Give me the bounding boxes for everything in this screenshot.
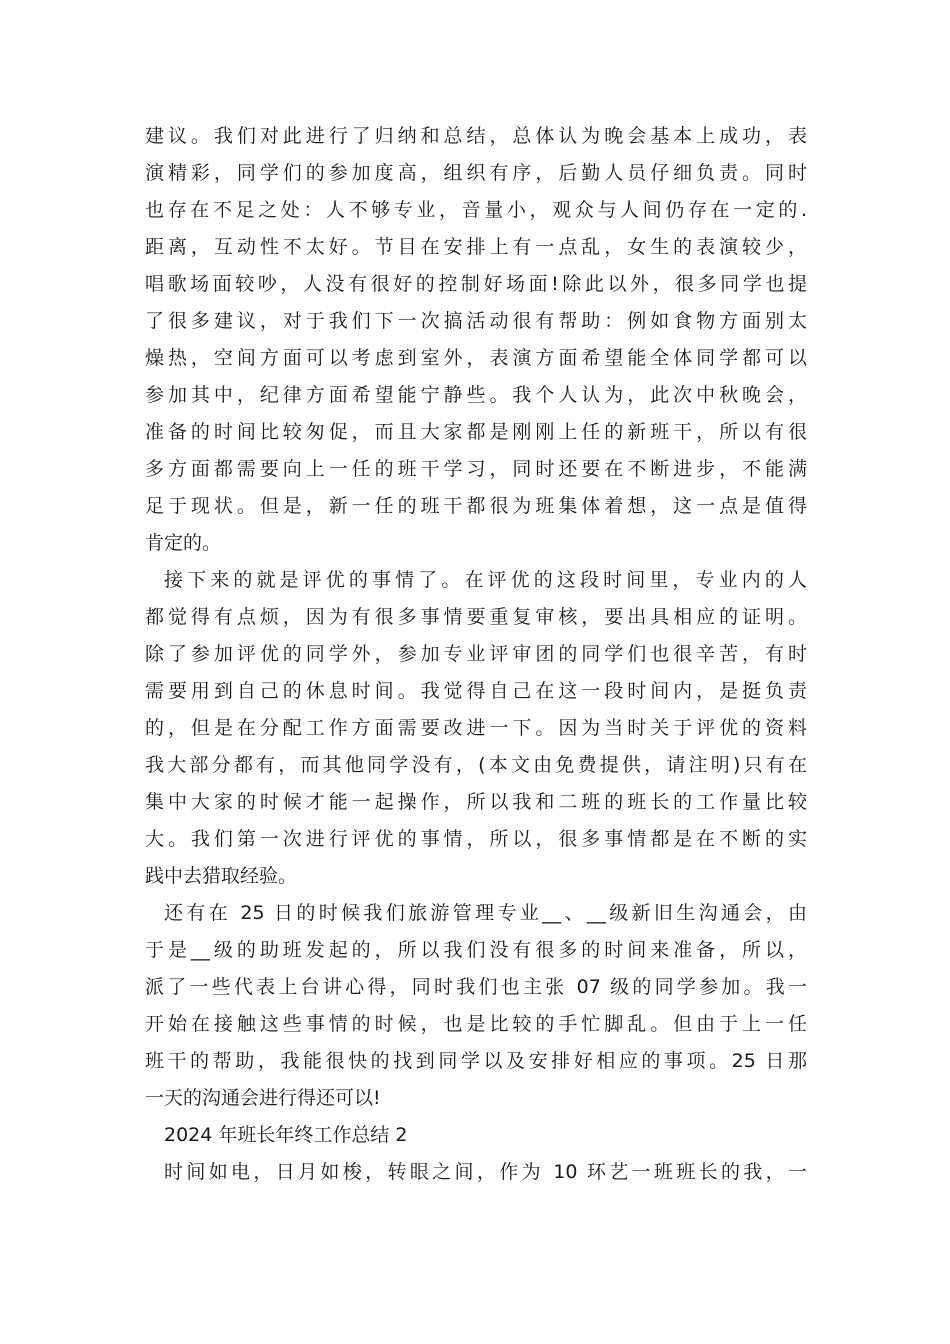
text-line: 也存在不足之处：人不够专业，音量小，观众与人间仍存在一定的. [145, 199, 807, 221]
text-line: 燥热，空间方面可以考虑到室外，表演方面希望能全体同学都可以 [145, 347, 807, 369]
text-line: 开始在接触这些事情的时候，也是比较的手忙脚乱。但由于上一任 [145, 1013, 807, 1035]
text-line: 除了参加评优的同学外，参加专业评审团的同学们也很辛苦，有时 [145, 643, 807, 665]
text-line: 大。我们第一次进行评优的事情，所以，很多事情都是在不断的实 [145, 828, 807, 850]
text-line: 集中大家的时候才能一起操作，所以我和二班的班长的工作量比较 [145, 791, 807, 813]
text-line: 践中去猎取经验。 [145, 865, 298, 887]
section-heading-text: 2024 年班长年终工作总结 2 [164, 1124, 408, 1146]
document-body [145, 118, 807, 1191]
paragraph-2 [145, 562, 807, 895]
text-line: 还有在 25 日的时候我们旅游管理专业__、__级新旧生沟通会，由 [164, 902, 807, 924]
text-line: 演精彩，同学们的参加度高，组织有序，后勤人员仔细负责。同时 [145, 162, 807, 184]
text-line: 需要用到自己的休息时间。我觉得自己在这一段时间内，是挺负责 [145, 680, 807, 702]
text-line: 足于现状。但是，新一任的班干都很为班集体着想，这一点是值得 [145, 495, 807, 517]
text-line: 于是__级的助班发起的，所以我们没有很多的时间来准备，所以， [145, 939, 807, 961]
text-line: 都觉得有点烦，因为有很多事情要重复审核，要出具相应的证明。 [145, 606, 807, 628]
text-line: 肯定的。 [145, 532, 222, 554]
paragraph-4 [145, 1154, 807, 1191]
text-line: 建议。我们对此进行了归纳和总结，总体认为晚会基本上成功，表 [145, 125, 807, 147]
paragraph-1 [145, 118, 807, 562]
text-line: 接下来的就是评优的事情了。在评优的这段时间里，专业内的人 [164, 569, 807, 591]
text-line: 参加其中，纪律方面希望能宁静些。我个人认为，此次中秋晚会， [145, 384, 807, 406]
paragraph-3 [145, 895, 807, 1117]
text-line: 距离，互动性不太好。节目在安排上有一点乱，女生的表演较少， [145, 236, 807, 258]
text-line: 唱歌场面较吵，人没有很好的控制好场面!除此以外，很多同学也提 [145, 273, 807, 295]
text-line: 准备的时间比较匆促，而且大家都是刚刚上任的新班干，所以有很 [145, 421, 807, 443]
text-line: 一天的沟通会进行得还可以! [145, 1087, 381, 1109]
text-line: 派了一些代表上台讲心得，同时我们也主张 07 级的同学参加。我一 [145, 976, 807, 998]
section-heading [145, 1117, 807, 1154]
text-line: 多方面都需要向上一任的班干学习，同时还要在不断进步，不能满 [145, 458, 807, 480]
text-line: 的，但是在分配工作方面需要改进一下。因为当时关于评优的资料 [145, 717, 807, 739]
text-line: 时间如电，日月如梭，转眼之间，作为 10 环艺一班班长的我，一 [164, 1161, 807, 1183]
text-line: 班干的帮助，我能很快的找到同学以及安排好相应的事项。25 日那 [145, 1050, 807, 1072]
text-line: 了很多建议，对于我们下一次搞活动很有帮助：例如食物方面别太 [145, 310, 807, 332]
text-line: 我大部分都有，而其他同学没有，(本文由免费提供，请注明)只有在 [145, 754, 807, 776]
